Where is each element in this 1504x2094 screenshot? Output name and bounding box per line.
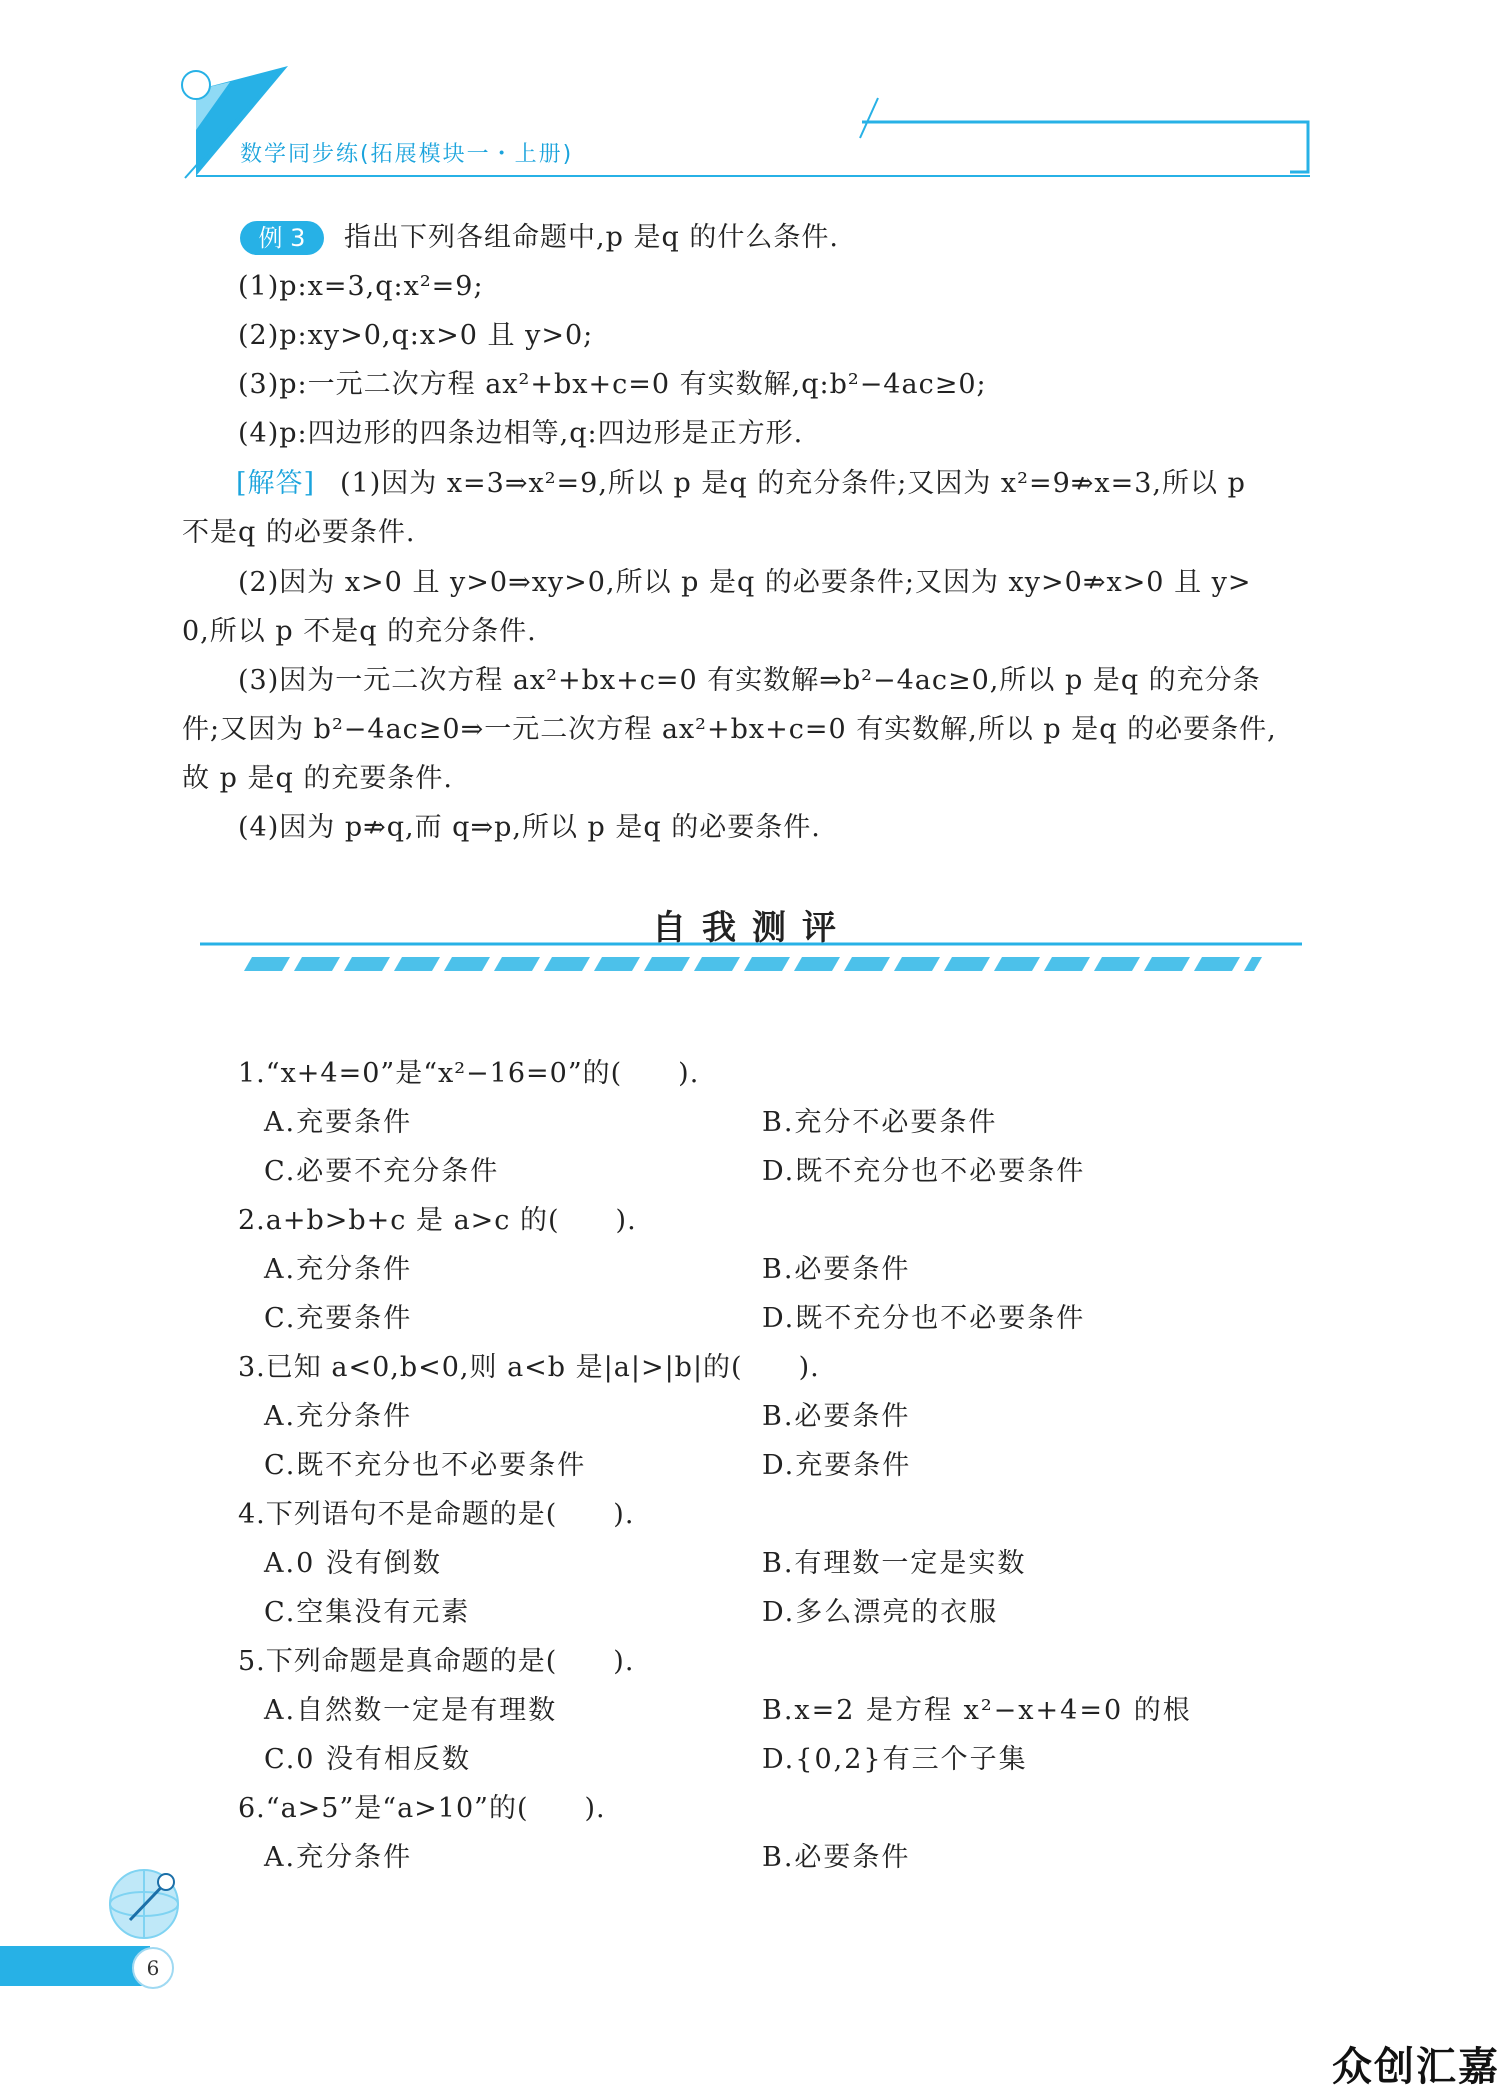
example-item: (2)p:xy>0,q:x>0 且 y>0; bbox=[238, 320, 594, 351]
option-a: A.充分条件 bbox=[264, 1254, 413, 1285]
question-stem: 2.a+b>b+c 是 a>c 的( ). bbox=[238, 1205, 637, 1236]
solution-line: (1)因为 x=3⇒x²=9,所以 p 是q 的充分条件;又因为 x²=9⇏x=3,所以 p bbox=[340, 468, 1246, 499]
solution-line: (4)因为 p⇏q,而 q⇒p,所以 p 是q 的必要条件. bbox=[238, 812, 821, 843]
option-c: C.空集没有元素 bbox=[264, 1597, 471, 1628]
question-stem: 5.下列命题是真命题的是( ). bbox=[238, 1646, 635, 1677]
solution-line: (3)因为一元二次方程 ax²+bx+c=0 有实数解⇒b²−4ac≥0,所以 p 是q 的充分条 bbox=[238, 665, 1261, 696]
option-a: A.充分条件 bbox=[264, 1842, 413, 1873]
example-tag: 例 3 bbox=[240, 221, 324, 255]
question-stem: 4.下列语句不是命题的是( ). bbox=[238, 1499, 635, 1530]
solution-line: 不是q 的必要条件. bbox=[182, 517, 416, 548]
option-d: D.充要条件 bbox=[762, 1450, 912, 1481]
question-stem: 6.“a>5”是“a>10”的( ). bbox=[238, 1793, 606, 1824]
watermark: 众创汇嘉 bbox=[1332, 2044, 1500, 2090]
option-d: D.既不充分也不必要条件 bbox=[762, 1156, 1086, 1187]
option-b: B.必要条件 bbox=[762, 1401, 911, 1432]
option-c: C.既不充分也不必要条件 bbox=[264, 1450, 587, 1481]
question-stem: 1.“x+4=0”是“x²−16=0”的( ). bbox=[238, 1058, 700, 1089]
example-item: (1)p:x=3,q:x²=9; bbox=[238, 271, 484, 302]
header-decoration bbox=[0, 0, 1504, 200]
example-item: (4)p:四边形的四条边相等,q:四边形是正方形. bbox=[238, 418, 804, 449]
example-item: (3)p:一元二次方程 ax²+bx+c=0 有实数解,q:b²−4ac≥0; bbox=[238, 369, 987, 400]
page-number: 6 bbox=[132, 1947, 174, 1989]
option-b: B.x=2 是方程 x²−x+4=0 的根 bbox=[762, 1695, 1192, 1726]
option-d: D.{0,2}有三个子集 bbox=[762, 1744, 1028, 1775]
question-stem: 3.已知 a<0,b<0,则 a<b 是|a|>|b|的( ). bbox=[238, 1352, 820, 1383]
solution-line: 件;又因为 b²−4ac≥0⇒一元二次方程 ax²+bx+c=0 有实数解,所以 p 是q 的必要条件, bbox=[182, 714, 1277, 745]
option-b: B.充分不必要条件 bbox=[762, 1107, 998, 1138]
option-c: C.充要条件 bbox=[264, 1303, 413, 1334]
option-a: A.充分条件 bbox=[264, 1401, 413, 1432]
option-d: D.既不充分也不必要条件 bbox=[762, 1303, 1086, 1334]
option-b: B.必要条件 bbox=[762, 1842, 911, 1873]
option-d: D.多么漂亮的衣服 bbox=[762, 1597, 999, 1628]
solution-label: [解答] bbox=[236, 468, 316, 499]
solution-line: 故 p 是q 的充要条件. bbox=[182, 763, 453, 794]
option-a: A.0 没有倒数 bbox=[264, 1548, 442, 1579]
mascot-globe-icon bbox=[100, 1850, 200, 1950]
header-title: 数学同步练(拓展模块一・上册) bbox=[240, 142, 574, 167]
option-c: C.0 没有相反数 bbox=[264, 1744, 472, 1775]
section-title: 自我测评 bbox=[652, 908, 852, 948]
option-a: A.充要条件 bbox=[264, 1107, 413, 1138]
solution-line: 0,所以 p 不是q 的充分条件. bbox=[182, 616, 537, 647]
solution-line: (2)因为 x>0 且 y>0⇒xy>0,所以 p 是q 的必要条件;又因为 xy>0⇏x>0 且 y> bbox=[238, 567, 1252, 598]
option-a: A.自然数一定是有理数 bbox=[264, 1695, 558, 1726]
option-c: C.必要不充分条件 bbox=[264, 1156, 500, 1187]
option-b: B.必要条件 bbox=[762, 1254, 911, 1285]
option-b: B.有理数一定是实数 bbox=[762, 1548, 1027, 1579]
example-prompt: 指出下列各组命题中,p 是q 的什么条件. bbox=[344, 222, 839, 253]
section-divider bbox=[0, 940, 1504, 980]
